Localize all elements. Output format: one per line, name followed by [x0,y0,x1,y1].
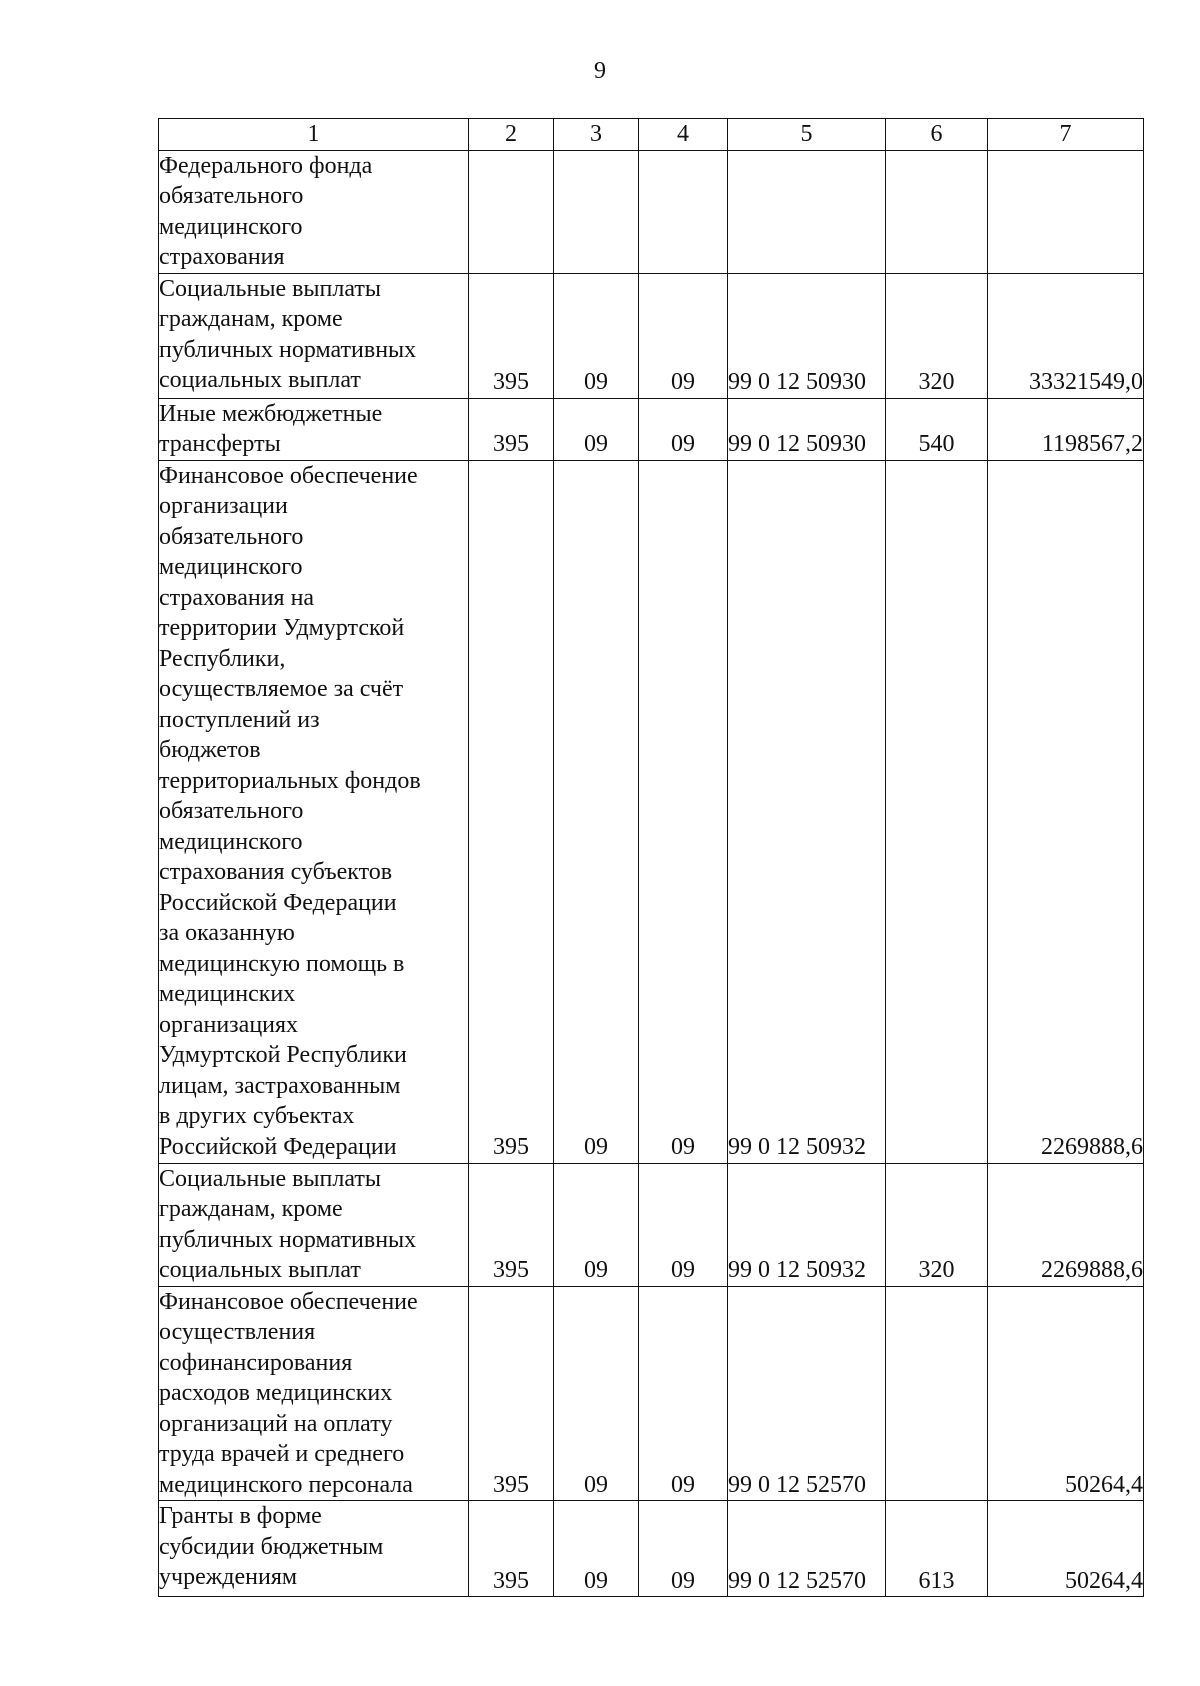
expense-type-cell: 320 [886,1163,988,1286]
expense-type-cell [886,1286,988,1501]
table-row [159,273,1144,398]
section-cell [554,150,639,273]
subsection-cell: 09 [639,1286,728,1501]
subsection-cell [639,150,728,273]
budget-table [158,118,1144,1597]
table-row [159,1286,1144,1501]
row-name-cell: Социальные выплаты гражданам, кроме публичных нормативных социальных выплат [159,1163,469,1286]
expense-type-cell: 320 [886,273,988,398]
amount-cell: 2269888,6 [988,1163,1144,1286]
admin-code-cell: 395 [469,1286,554,1501]
table-row [159,460,1144,1163]
header-cell-6: 6 [886,119,988,151]
page-number: 9 [594,58,606,84]
amount-cell [988,150,1144,273]
expense-type-cell [886,460,988,1163]
row-name-cell: Финансовое обеспечение осуществления софинансирования расходов медицинских организаций на оплату труда врачей и среднего медицинского персонала [159,1286,469,1501]
row-name-cell: Иные межбюджетные трансферты [159,398,469,460]
section-cell: 09 [554,1501,639,1597]
target-article-cell: 99 0 12 52570 [728,1501,886,1597]
target-article-cell: 99 0 12 50932 [728,1163,886,1286]
section-cell: 09 [554,1286,639,1501]
target-article-cell: 99 0 12 52570 [728,1286,886,1501]
amount-cell: 33321549,0 [988,273,1144,398]
header-cell-1: 1 [159,119,469,151]
expense-type-cell: 540 [886,398,988,460]
subsection-cell: 09 [639,1163,728,1286]
header-cell-2: 2 [469,119,554,151]
expense-type-cell [886,150,988,273]
row-name-cell: Социальные выплаты гражданам, кроме публичных нормативных социальных выплат [159,273,469,398]
admin-code-cell: 395 [469,1501,554,1597]
table-row [159,398,1144,460]
target-article-cell [728,150,886,273]
header-row [159,119,1144,151]
amount-cell: 2269888,6 [988,460,1144,1163]
section-cell: 09 [554,398,639,460]
subsection-cell: 09 [639,273,728,398]
subsection-cell: 09 [639,1501,728,1597]
header-cell-4: 4 [639,119,728,151]
table-row [159,150,1144,273]
admin-code-cell: 395 [469,460,554,1163]
header-cell-7: 7 [988,119,1144,151]
target-article-cell: 99 0 12 50930 [728,273,886,398]
table-row [159,1163,1144,1286]
header-cell-5: 5 [728,119,886,151]
section-cell: 09 [554,460,639,1163]
header-cell-3: 3 [554,119,639,151]
subsection-cell: 09 [639,398,728,460]
target-article-cell: 99 0 12 50930 [728,398,886,460]
amount-cell: 50264,4 [988,1501,1144,1597]
amount-cell: 1198567,2 [988,398,1144,460]
table-row [159,1501,1144,1597]
admin-code-cell [469,150,554,273]
row-name-cell: Финансовое обеспечение организации обязательного медицинского страхования на территории Удмуртской Республики, осуществляемое за счёт поступлений из бюджетов территориальных фондов обязательного медицинского страхования субъектов Российской Федерации за оказанную медицинскую помощь в медицинских организациях Удмуртской Республики лицам, застрахованным в других субъектах Российской Федерации [159,460,469,1163]
expense-type-cell: 613 [886,1501,988,1597]
section-cell: 09 [554,273,639,398]
amount-cell: 50264,4 [988,1286,1144,1501]
subsection-cell: 09 [639,460,728,1163]
row-name-cell: Федерального фонда обязательного медицинского страхования [159,150,469,273]
admin-code-cell: 395 [469,1163,554,1286]
section-cell: 09 [554,1163,639,1286]
admin-code-cell: 395 [469,398,554,460]
admin-code-cell: 395 [469,273,554,398]
target-article-cell: 99 0 12 50932 [728,460,886,1163]
row-name-cell: Гранты в форме субсидии бюджетным учреждениям [159,1501,469,1597]
